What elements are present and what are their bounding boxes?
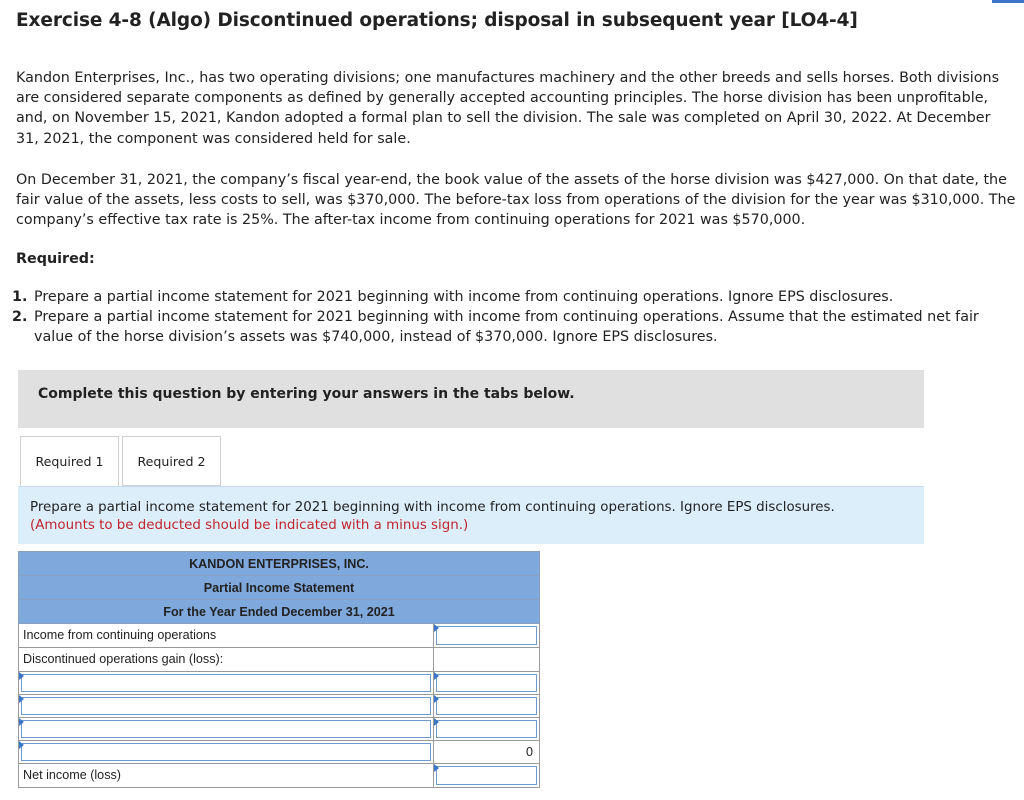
input-flag-icon xyxy=(434,624,439,632)
amount-input[interactable] xyxy=(436,766,537,785)
label-cell[interactable] xyxy=(19,718,434,741)
subtotal-cell xyxy=(434,741,540,764)
input-flag-icon xyxy=(434,672,439,680)
requirement-number: 1. xyxy=(12,289,28,305)
statement-company: KANDON ENTERPRISES, INC. xyxy=(19,552,540,576)
label-dropdown[interactable] xyxy=(21,697,431,715)
tab-prompt xyxy=(18,486,924,544)
amount-input[interactable] xyxy=(436,720,537,738)
row-label: Net income (loss) xyxy=(19,764,434,788)
amount-cell[interactable] xyxy=(434,695,540,718)
label-cell[interactable] xyxy=(19,695,434,718)
statement-period: For the Year Ended December 31, 2021 xyxy=(19,600,540,624)
amount-cell[interactable] xyxy=(434,624,540,648)
amount-input[interactable] xyxy=(436,674,537,692)
amount-cell-empty xyxy=(434,648,540,672)
problem-paragraph-1: Kandon Enterprises, Inc., has two operating divisions; one manufactures machinery and the other breeds and sells horses. Both divisions are considered separate components as defined by generally accepted accounting principles. The horse division has been unprofitable, and, on November 15, 2021, Kandon adopted a formal plan to sell the division. The sale was completed on April 30, 2022. At December 31, 2021, the component was considered held for sale. xyxy=(16,70,1000,147)
table-row xyxy=(19,741,540,764)
requirement-item xyxy=(0,307,1010,347)
instruction-banner xyxy=(18,370,924,428)
amount-cell[interactable] xyxy=(434,718,540,741)
label-dropdown[interactable] xyxy=(21,720,431,738)
table-row xyxy=(19,718,540,741)
table-row xyxy=(19,648,540,672)
row-label: Income from continuing operations xyxy=(19,624,434,648)
label-dropdown[interactable] xyxy=(21,743,431,761)
requirement-item xyxy=(0,287,1010,307)
tab-required-1[interactable]: Required 1 xyxy=(20,436,119,487)
input-flag-icon xyxy=(19,718,24,726)
requirement-number: 2. xyxy=(12,309,28,326)
table-row xyxy=(19,695,540,718)
subtotal-value: 0 xyxy=(525,745,533,759)
input-flag-icon xyxy=(19,741,24,749)
statement-name: Partial Income Statement xyxy=(19,576,540,600)
table-row xyxy=(19,672,540,695)
input-flag-icon xyxy=(434,764,439,772)
instruction-text: Complete this question by entering your answers in the tabs below. xyxy=(38,386,575,402)
amount-cell[interactable] xyxy=(434,764,540,788)
input-flag-icon xyxy=(434,718,439,726)
table-row xyxy=(19,764,540,788)
table-row xyxy=(19,624,540,648)
input-flag-icon xyxy=(19,672,24,680)
problem-paragraph-2: On December 31, 2021, the company’s fiscal year-end, the book value of the assets of the horse division was $427,000. On that date, the fair value of the assets, less costs to sell, was $370,000. The before-tax loss from operations of the division for the year was $310,000. The company’s effective tax rate is 25%. The after-tax income from continuing operations for 2021 was $570,000. xyxy=(16,172,1016,229)
requirements-list xyxy=(0,287,1010,348)
requirement-text: Prepare a partial income statement for 2021 beginning with income from continuing operations. Assume that the estimated net fair value of the horse division’s assets was $740,000, instead of $370,000. Ignore EPS disclosures. xyxy=(34,309,979,346)
requirement-text: Prepare a partial income statement for 2021 beginning with income from continuing operations. Ignore EPS disclosures. xyxy=(34,289,894,305)
top-accent-bar xyxy=(992,0,1024,3)
prompt-note: (Amounts to be deducted should be indicated with a minus sign.) xyxy=(30,518,469,533)
input-flag-icon xyxy=(434,695,439,703)
required-label: Required: xyxy=(16,251,95,267)
input-flag-icon xyxy=(19,695,24,703)
row-label: Discontinued operations gain (loss): xyxy=(19,648,434,672)
amount-cell[interactable] xyxy=(434,672,540,695)
label-cell[interactable] xyxy=(19,672,434,695)
label-cell[interactable] xyxy=(19,741,434,764)
page-title: Exercise 4-8 (Algo) Discontinued operations; disposal in subsequent year [LO4-4] xyxy=(16,10,858,31)
amount-input[interactable] xyxy=(436,626,537,645)
amount-input[interactable] xyxy=(436,697,537,715)
prompt-text: Prepare a partial income statement for 2021 beginning with income from continuing operations. Ignore EPS disclosures. xyxy=(30,500,835,515)
label-dropdown[interactable] xyxy=(21,674,431,692)
income-statement-table xyxy=(18,551,540,788)
tab-required-2[interactable]: Required 2 xyxy=(122,436,221,486)
